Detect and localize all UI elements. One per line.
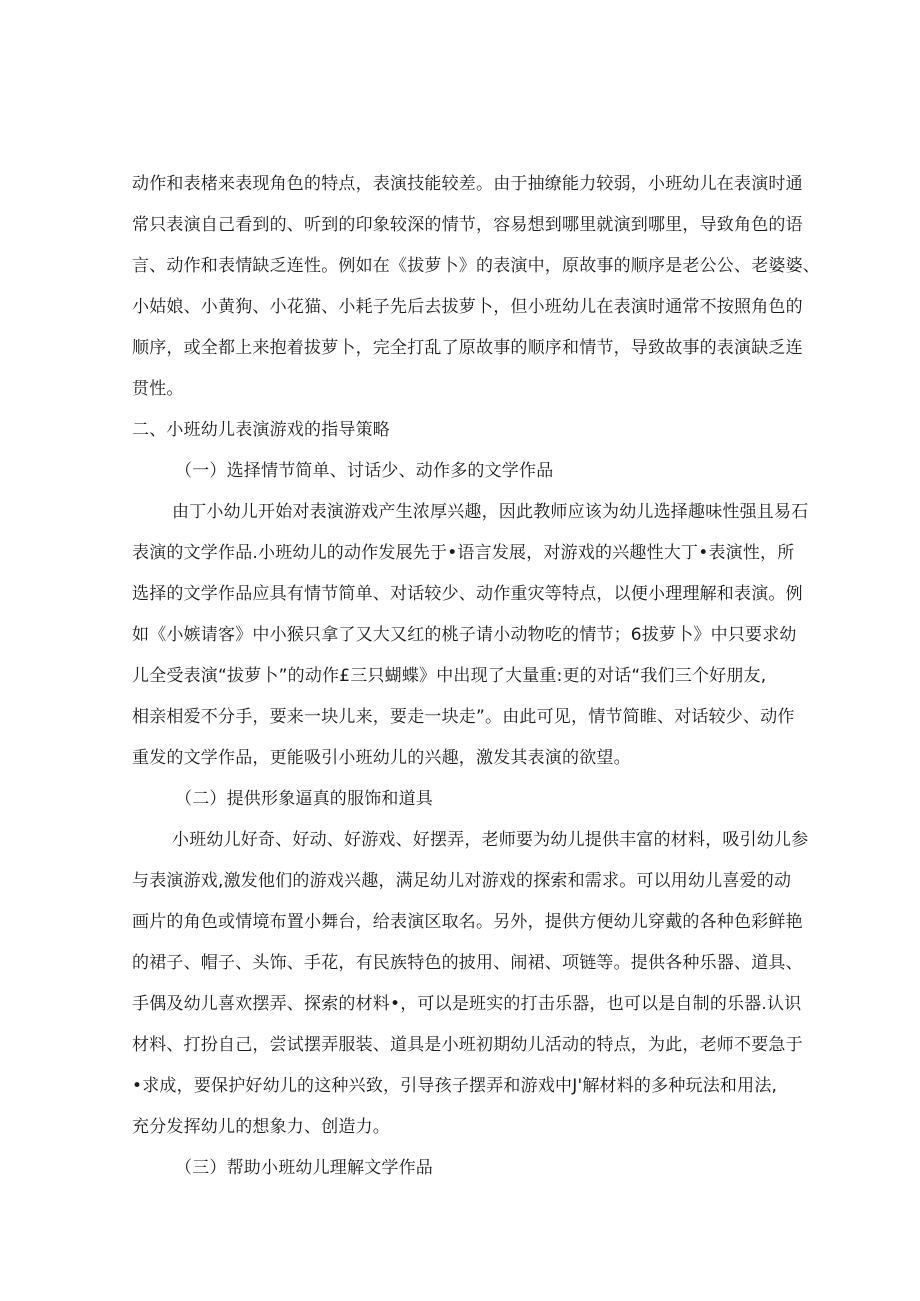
paragraph-line: •求成，要保护好幼儿的这种兴致，引导孩子摆弄和游戏中J'解材料的多种玩法和用法, [132, 1076, 778, 1096]
subsection-heading-1: （一）选择情节简单、讨话少、动作多的文学作品 [175, 461, 554, 481]
paragraph-line: 手偶及幼儿喜欢摆弄、探索的材料•，可以是班实的打击乐器，也可以是自制的乐器.认识 [132, 994, 802, 1014]
subsection-heading-3: （三）帮助小班幼儿理解文学作品 [175, 1158, 433, 1178]
paragraph-line: 动作和表楮来表现角色的特点，表演技能较差。由于抽缭能力较弱，小班幼儿在表演时通 [132, 174, 803, 194]
paragraph-line: 重发的文学作品，更能吸引小班幼儿的兴趣，激发其表演的欲望。 [132, 748, 631, 768]
paragraph-line: 材料、打扮自己，尝试摆弄服装、道具是小班初期幼儿活动的特点，为此，老师不要急于 [132, 1035, 803, 1055]
paragraph-line: 选择的文学作品应具有情节简单、对话较少、动作重灾等特点，以便小理理解和表演。例 [132, 584, 803, 604]
paragraph-line: 由丁小幼儿开始对表演游戏产生浓厚兴趣，因此教师应该为幼儿选择趣味性强且易石 [172, 502, 809, 522]
section-heading: 二、小班幼儿表演游戏的指导策略 [132, 420, 390, 440]
paragraph-line: 画片的角色或情境布置小舞台，给表演区取名。另外，提供方便幼儿穿戴的各种色彩鲜艳 [132, 912, 803, 932]
paragraph-line: 的裙子、帽子、头饰、手花，有民族特色的披用、闹裙、项链等。提供各种乐器、道具、 [132, 953, 803, 973]
paragraph-line: 表演的文学作品.小班幼儿的动作发展先于•语言发展，对游戏的兴趣性大丁•表演性，所 [132, 543, 795, 563]
paragraph-line: 与表演游戏,激发他们的游戏兴趣，满足幼儿对游戏的探索和需求。可以用幼儿喜爱的动 [132, 871, 792, 891]
paragraph-line: 顺序，或全都上来抱着拔萝卜，完全打乱了原故事的顺序和情节，导致故事的表演缺乏连 [132, 338, 803, 358]
paragraph-line: 小姑娘、小黄狗、小花猫、小耗子先后去拔萝卜，但小班幼儿在表演时通常不按照角色的 [132, 297, 803, 317]
paragraph-line: 如《小嫉请客》中小猴只拿了又大又红的桃子请小动物吃的情节；6拔萝卜》中只要求幼 [132, 625, 797, 645]
paragraph-line: 言、动作和表情缺乏连性。例如在《拔萝卜》的表演中，原故事的顺序是老公公、老婆婆、 [132, 256, 820, 276]
paragraph-line: 贯性。 [132, 379, 184, 399]
paragraph-line: 常只表演自己看到的、听到的印象较深的情节，容易想到哪里就演到哪里，导致角色的语 [132, 215, 803, 235]
paragraph-line: 小班幼儿好奇、好动、好游戏、好摆弄，老师要为幼儿提供丰富的材料，吸引幼儿参 [172, 830, 809, 850]
paragraph-line: 充分发挥幼儿的想象力、创造力。 [132, 1117, 390, 1137]
paragraph-line: 相亲相爱不分手，要来一块儿来，要走一块走”。由此可见，情节简睢、对话较少、动作 [132, 707, 795, 727]
subsection-heading-2: （二）提供形象逼真的服饰和道具 [175, 789, 433, 809]
paragraph-line: 儿全受表演“拔萝卜”的动作£三只蝴蝶》中出现了大量重:更的对话“我们三个好朋友, [132, 666, 767, 686]
